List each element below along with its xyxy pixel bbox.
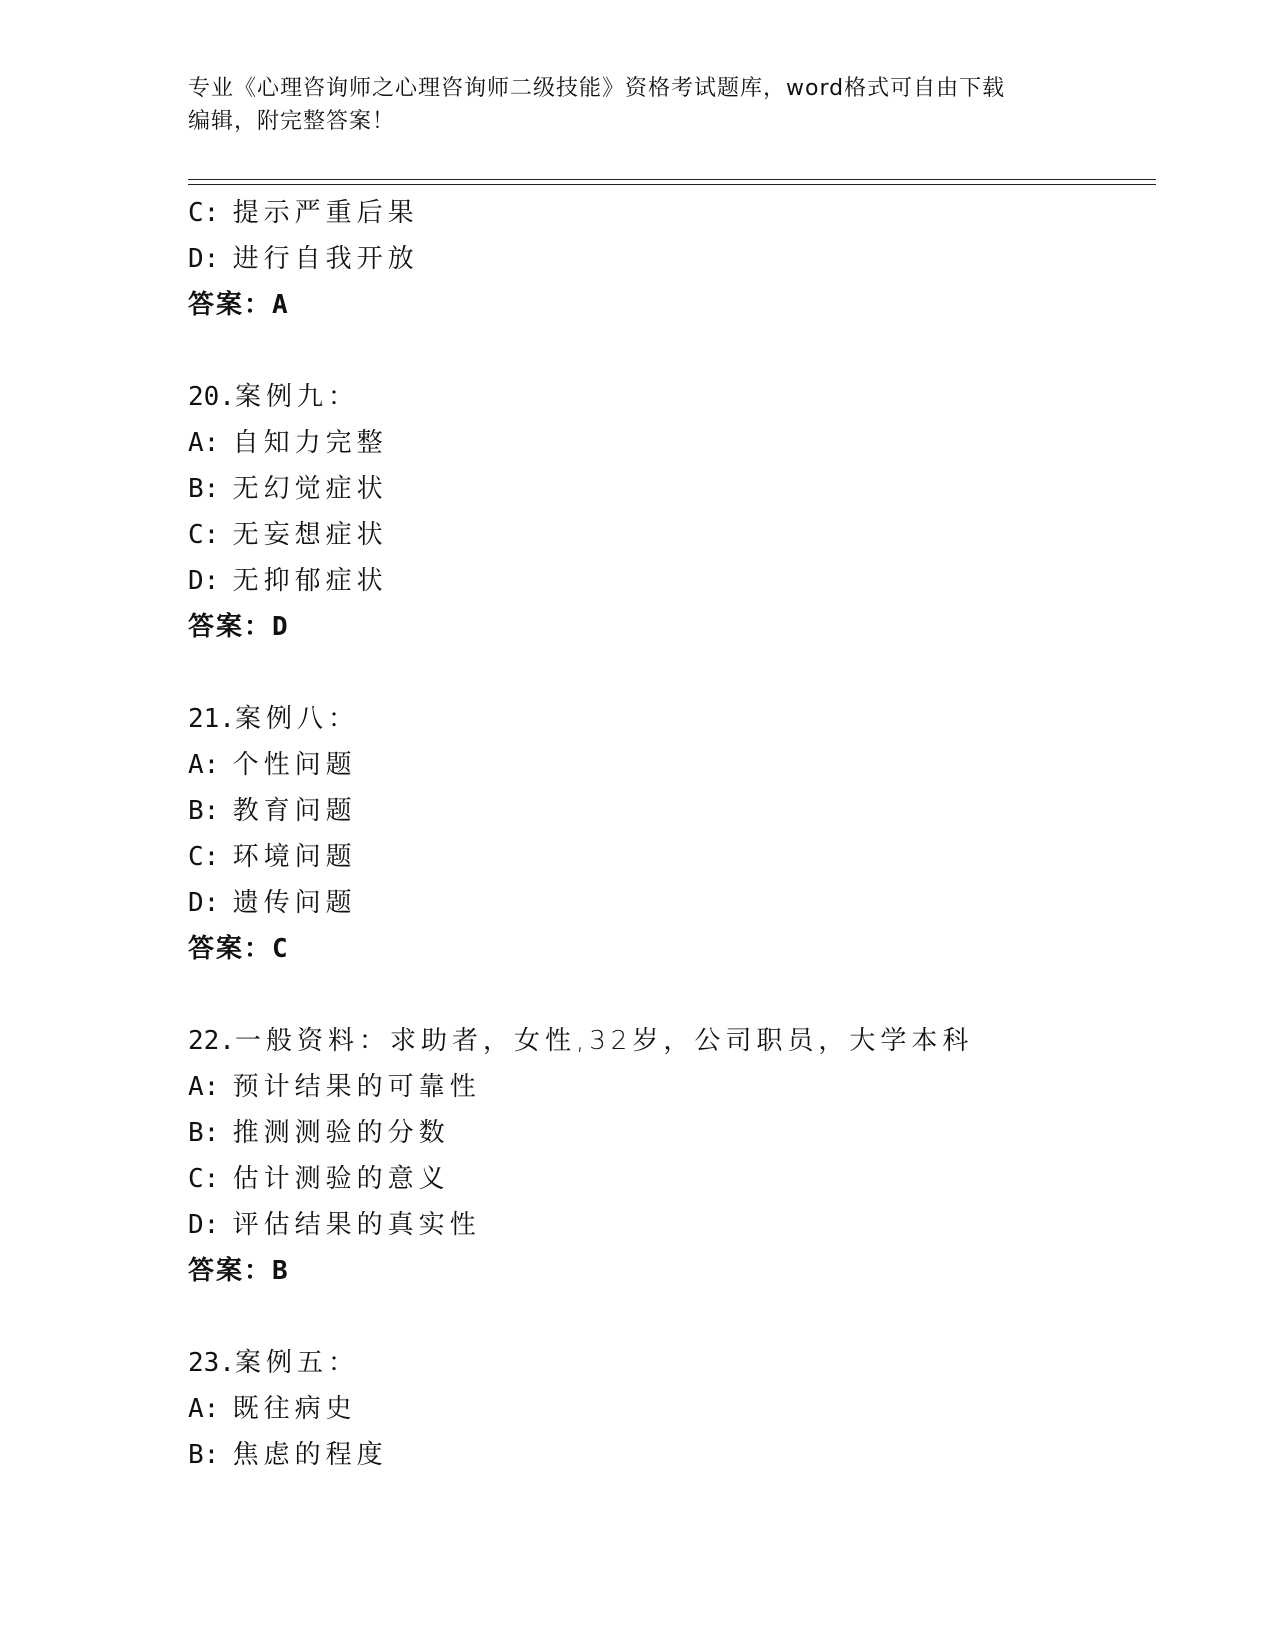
option-letter: D: (188, 244, 220, 274)
option-text: 无幻觉症状 (232, 474, 388, 504)
answer-label: 答案： (188, 1256, 273, 1286)
option-line (188, 512, 1148, 558)
question-title (188, 696, 1148, 742)
option-line (188, 466, 1148, 512)
answer-value: C (272, 934, 290, 964)
option-letter: A: (188, 1394, 220, 1424)
option-letter: D: (188, 1210, 220, 1240)
question-title (188, 374, 1148, 420)
option-line (188, 1064, 1148, 1110)
answer-value: A (272, 290, 290, 320)
option-text: 进行自我开放 (232, 244, 419, 274)
option-line (188, 880, 1148, 926)
option-letter: B: (188, 474, 220, 504)
answer-label: 答案： (188, 612, 273, 642)
option-line (188, 420, 1148, 466)
option-line (188, 558, 1148, 604)
answer-line (188, 926, 1148, 972)
question-number: 23. (188, 1348, 235, 1378)
option-letter: C: (188, 198, 220, 228)
option-text: 自知力完整 (232, 428, 388, 458)
answer-line (188, 604, 1148, 650)
option-letter: C: (188, 520, 220, 550)
option-text: 评估结果的真实性 (232, 1210, 481, 1240)
option-text: 个性问题 (232, 750, 357, 780)
document-header (188, 72, 1088, 138)
header-line-1: 专业《心理咨询师之心理咨询师二级技能》资格考试题库，word格式可自由下载 (188, 76, 1006, 101)
option-letter: B: (188, 796, 220, 826)
option-text: 遗传问题 (232, 888, 357, 918)
option-text: 环境问题 (232, 842, 357, 872)
option-text: 无抑郁症状 (232, 566, 388, 596)
option-text: 教育问题 (232, 796, 357, 826)
option-letter: B: (188, 1118, 220, 1148)
option-text: 提示严重后果 (232, 198, 419, 228)
question-text: 一般资料：求助者，女性,32岁，公司职员，大学本科 (234, 1026, 974, 1056)
answer-line (188, 282, 1148, 328)
header-divider-top (188, 179, 1156, 180)
question-title (188, 1340, 1148, 1386)
option-line (188, 1386, 1148, 1432)
option-text: 预计结果的可靠性 (232, 1072, 481, 1102)
option-line (188, 1432, 1148, 1478)
option-line (188, 788, 1148, 834)
question-number: 22. (188, 1026, 235, 1056)
question-text: 案例八： (234, 704, 359, 734)
option-letter: D: (188, 888, 220, 918)
option-letter: C: (188, 842, 220, 872)
option-text: 焦虑的程度 (232, 1440, 388, 1470)
answer-line (188, 1248, 1148, 1294)
question-text: 案例九： (234, 382, 359, 412)
option-text: 推测测验的分数 (232, 1118, 450, 1148)
question-text: 案例五： (234, 1348, 359, 1378)
option-text: 既往病史 (232, 1394, 357, 1424)
option-letter: A: (188, 1072, 220, 1102)
header-line-2: 编辑，附完整答案！ (188, 109, 396, 134)
option-letter: A: (188, 750, 220, 780)
question-title (188, 1018, 1148, 1064)
question-number: 20. (188, 382, 235, 412)
option-line (188, 834, 1148, 880)
option-text: 估计测验的意义 (232, 1164, 450, 1194)
option-text: 无妄想症状 (232, 520, 388, 550)
option-letter: D: (188, 566, 220, 596)
option-line (188, 236, 1148, 282)
option-line (188, 742, 1148, 788)
option-letter: B: (188, 1440, 220, 1470)
answer-label: 答案： (188, 934, 273, 964)
option-line (188, 1110, 1148, 1156)
header-divider-bottom (188, 184, 1156, 185)
answer-label: 答案： (188, 290, 273, 320)
answer-value: D (272, 612, 290, 642)
option-line (188, 190, 1148, 236)
question-list (188, 190, 1148, 1478)
option-letter: A: (188, 428, 220, 458)
question-number: 21. (188, 704, 235, 734)
answer-value: B (272, 1256, 290, 1286)
option-line (188, 1156, 1148, 1202)
option-line (188, 1202, 1148, 1248)
option-letter: C: (188, 1164, 220, 1194)
